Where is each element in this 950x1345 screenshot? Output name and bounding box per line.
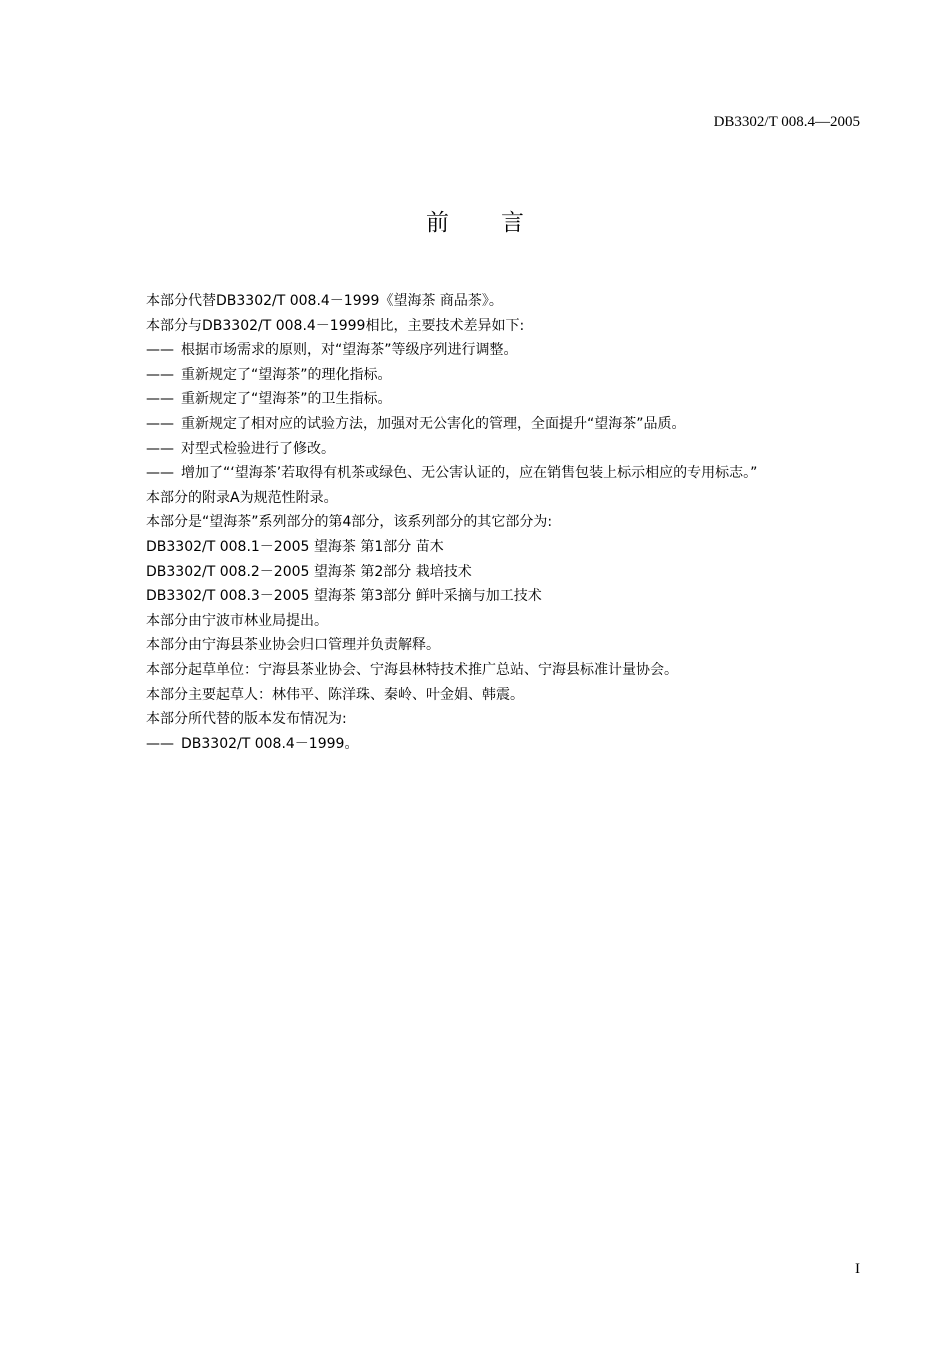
foreword-body [146,289,866,756]
page-number: I [855,1261,860,1277]
dash-marker: —— [146,440,174,457]
list-item [146,437,866,462]
paragraph-replaces: 本部分代替DB3302/T 008.4－1999《望海茶 商品茶》。 [146,293,503,309]
list-item-text: 增加了“‘望海茶’若取得有机茶或绿色、无公害认证的，应在销售包装上标示相应的专用标志。” [181,465,758,482]
series-part-3: DB3302/T 008.3－2005 望海茶 第3部分 鲜叶采摘与加工技术 [146,588,542,605]
list-item [146,387,866,412]
list-item [146,363,866,388]
dash-marker: —— [146,415,174,432]
series-part-2: DB3302/T 008.2－2005 望海茶 第2部分 栽培技术 [146,563,472,580]
paragraph-management: 本部分由宁海县茶业协会归口管理并负责解释。 [146,637,440,654]
standard-code: DB3302/T 008.4—2005 [713,114,860,130]
list-item [146,732,866,757]
dash-marker: —— [146,735,174,752]
list-item [146,461,866,486]
paragraph-differences-intro: 本部分与DB3302/T 008.4－1999相比，主要技术差异如下: [146,317,525,334]
paragraph-history-intro: 本部分所代替的版本发布情况为: [146,711,347,728]
dash-marker: —— [146,465,174,482]
paragraph-annex: 本部分的附录A为规范性附录。 [146,489,338,506]
dash-marker: —— [146,342,174,359]
paragraph-proposer: 本部分由宁波市林业局提出。 [146,612,328,629]
page-title: 前言 [426,210,576,236]
list-item-text: DB3302/T 008.4－1999。 [181,735,359,752]
list-item-text: 重新规定了“望海茶”的理化指标。 [181,366,392,383]
list-item-text: 根据市场需求的原则，对“望海茶”等级序列进行调整。 [181,342,518,359]
list-item-text: 对型式检验进行了修改。 [181,440,335,457]
list-item-text: 重新规定了相对应的试验方法，加强对无公害化的管理，全面提升“望海茶”品质。 [181,415,686,432]
dash-marker: —— [146,391,174,408]
paragraph-drafting-units: 本部分起草单位：宁海县茶业协会、宁海县林特技术推广总站、宁海县标准计量协会。 [146,661,678,678]
paragraph-drafters: 本部分主要起草人：林伟平、陈洋珠、秦岭、叶金娟、韩震。 [146,686,524,703]
list-item [146,338,866,363]
dash-marker: —— [146,366,174,383]
list-item-text: 重新规定了“望海茶”的卫生指标。 [181,391,392,408]
paragraph-series-intro: 本部分是“望海茶”系列部分的第4部分，该系列部分的其它部分为: [146,514,553,531]
list-item [146,412,866,437]
series-part-1: DB3302/T 008.1－2005 望海茶 第1部分 苗木 [146,538,444,555]
